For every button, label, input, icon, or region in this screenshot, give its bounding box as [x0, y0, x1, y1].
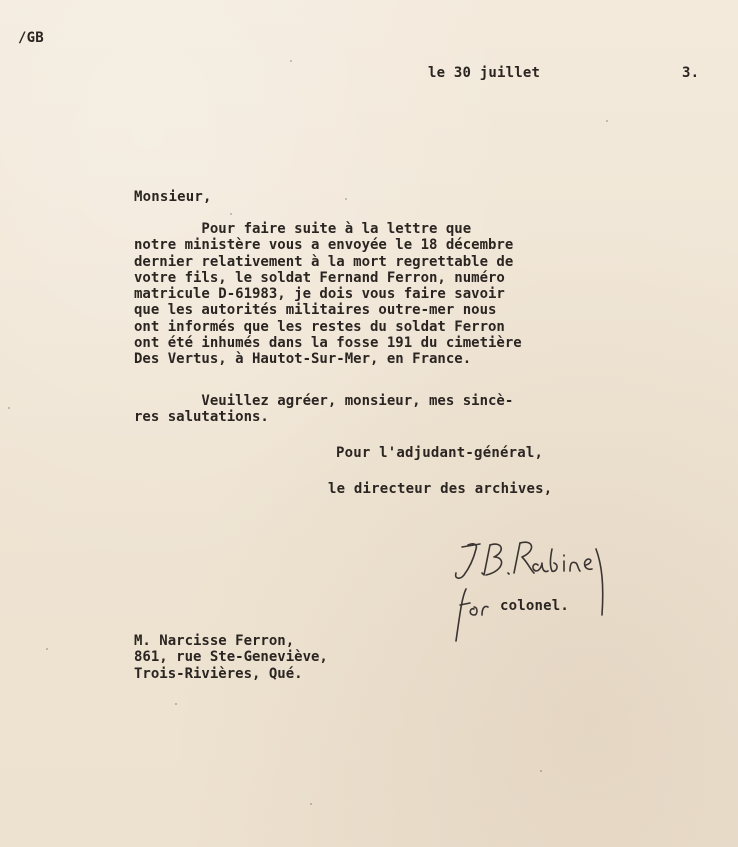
page-number: 3.	[682, 65, 700, 81]
body-line: Pour faire suite à la lettre que	[134, 221, 472, 237]
svg-text:for: for	[446, 535, 448, 536]
handwritten-signature	[446, 535, 616, 645]
letter-date: le 30 juillet	[428, 65, 541, 81]
paper-speck	[310, 803, 312, 805]
body-line: ont été inhumés dans la fosse 191 du cimetière	[134, 335, 522, 352]
address-line: 861, rue Ste-Geneviève,	[134, 649, 328, 666]
paper-speck	[175, 703, 177, 705]
signatory-rank: colonel.	[500, 598, 570, 614]
address-line: Trois-Rivières, Qué.	[134, 665, 303, 682]
body-line: que les autorités militaires outre-mer nous	[134, 302, 497, 319]
address-line: M. Narcisse Ferron,	[134, 633, 295, 649]
salutation: Monsieur,	[134, 189, 212, 205]
reference-initials: /GB	[18, 30, 44, 46]
paper-speck	[8, 407, 10, 409]
body-line: notre ministère vous a envoyée le 18 décembre	[134, 237, 514, 254]
paper-speck	[606, 120, 608, 122]
signatory-line-1: Pour l'adjudant-général,	[336, 445, 544, 461]
closing-line: Veuillez agréer, monsieur, mes sincè-	[134, 393, 514, 409]
closing-paragraph	[134, 393, 513, 426]
recipient-address	[134, 633, 328, 682]
body-line: ont informés que les restes du soldat Ferron	[134, 318, 505, 335]
paper-speck	[540, 770, 542, 772]
body-line: dernier relativement à la mort regrettable de	[134, 253, 514, 270]
paper-speck	[230, 213, 232, 215]
body-line: matricule D-61983, je dois vous faire savoir	[134, 286, 505, 303]
signatory-line-2: le directeur des archives,	[328, 481, 553, 497]
body-line: votre fils, le soldat Fernand Ferron, numéro	[134, 269, 505, 286]
paper-speck	[345, 198, 347, 200]
paper-speck	[46, 648, 48, 650]
closing-line: res salutations.	[134, 409, 269, 426]
paper-speck	[290, 60, 292, 62]
letter-body	[134, 221, 522, 368]
body-line: Des Vertus, à Hautot-Sur-Mer, en France.	[134, 351, 472, 368]
